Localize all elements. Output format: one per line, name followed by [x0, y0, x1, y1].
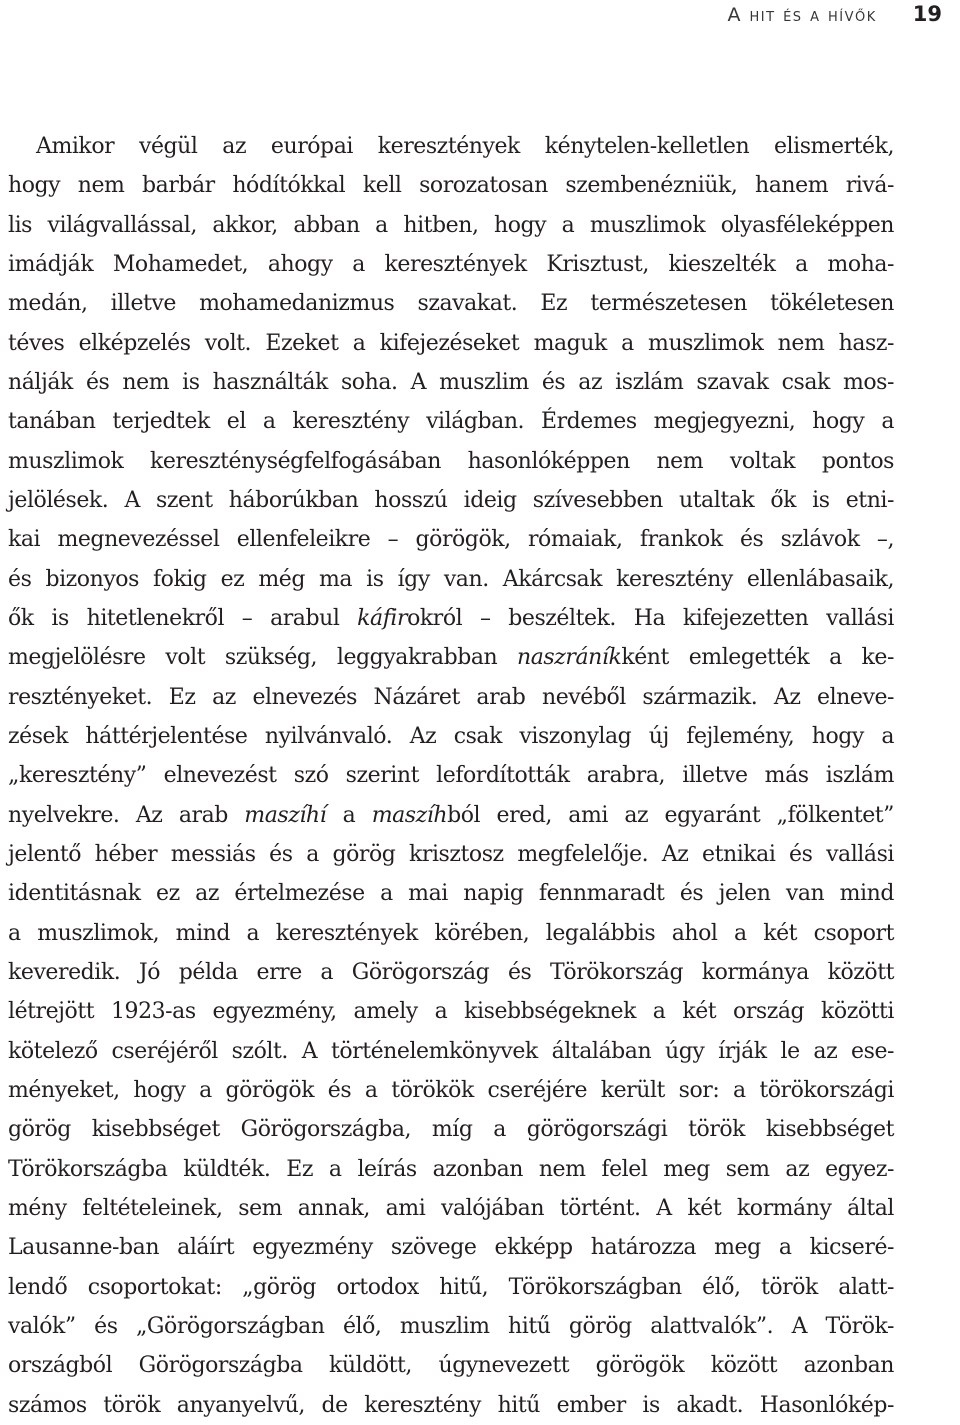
text-line: nyelvekre. Az arab maszíhí a maszíhból ered, ami az egyaránt „fölkentet” [8, 802, 894, 828]
text-line: „keresztény” elnevezést szó szerint lefordították arabra, illetve más iszlám [8, 763, 894, 789]
page-number: 19 [912, 2, 942, 26]
text-line: imádják Mohamedet, ahogy a keresztények Krisztust, kieszelték a moha- [8, 251, 894, 277]
text-line: országból Görögországba küldött, úgynevezett görögök között azonban [8, 1353, 894, 1379]
text-line: identitásnak ez az értelmezése a mai napig fennmaradt és jelen van mind [8, 881, 894, 907]
section-title: A hit és a hívők [727, 4, 877, 26]
text-line: a muszlimok, mind a keresztények körében, legalábbis ahol a két csoport [8, 920, 894, 946]
text-line: jelölések. A szent háborúkban hosszú ideig szívesebben utaltak ők is etni- [8, 487, 894, 513]
italic-term: maszíhí [244, 802, 327, 828]
text-line: muszlimok kereszténységfelfogásában hasonlóképpen nem voltak pontos [8, 448, 894, 474]
italic-term: naszráník [517, 645, 622, 671]
running-head [727, 2, 942, 30]
text-line: valók” és „Görögországban élő, muszlim hitű görög alattvalók”. A Török- [8, 1313, 894, 1339]
text-line: jelentő héber messiás és a görög krisztosz megfelelője. Az etnikai és vallási [8, 841, 894, 867]
text-line: ők is hitetlenekről – arabul káfirokról – beszéltek. Ha kifejezetten vallási [8, 605, 894, 631]
text-line: Lausanne-ban aláírt egyezmény szövege ekképp határozza meg a kicseré- [8, 1235, 894, 1261]
text-line: resztényeket. Ez az elnevezés Názáret arab nevéből származik. Az elneve- [8, 684, 894, 710]
text-line: kai megnevezéssel ellenfeleikre – görögök, rómaiak, frankok és szlávok –, [8, 527, 894, 553]
text-line: görög kisebbséget Görögországba, míg a görögországi török kisebbséget [8, 1117, 894, 1143]
text-line: tanában terjedtek el a keresztény világban. Érdemes megjegyezni, hogy a [8, 409, 894, 435]
text-line: számos török anyanyelvű, de keresztény hitű ember is akadt. Hasonlókép- [8, 1392, 894, 1418]
text-line: és bizonyos fokig ez még ma is így van. Akárcsak keresztény ellenlábasaik, [8, 566, 894, 592]
text-line: megjelölésre volt szükség, leggyakrabban naszráníkként emlegették a ke- [8, 645, 894, 671]
text-line: zések háttérjelentése nyilvánvaló. Az csak viszonylag új fejlemény, hogy a [8, 723, 894, 749]
text-line: Törökországba küldték. Ez a leírás azonban nem felel meg sem az egyez- [8, 1156, 894, 1182]
text-line: ményeket, hogy a görögök és a törökök cseréjére került sor: a törökországi [8, 1077, 894, 1103]
text-line: keveredik. Jó példa erre a Görögország és Törökország kormánya között [8, 959, 894, 985]
text-line: nálják és nem is használták soha. A muszlim és az iszlám szavak csak mos- [8, 369, 894, 395]
text-line: kötelező cseréjéről szólt. A történelemkönyvek általában úgy írják le az ese- [8, 1038, 894, 1064]
text-line: mény feltételeinek, sem annak, ami valójában történt. A két kormány által [8, 1195, 894, 1221]
text-line: lendő csoportokat: „görög ortodox hitű, Törökországban élő, török alatt- [8, 1274, 894, 1300]
text-line: medán, illetve mohamedanizmus szavakat. Ez természetesen tökéletesen [8, 291, 894, 317]
text-line: hogy nem barbár hódítókkal kell sorozatosan szembenézniük, hanem rivá- [8, 173, 894, 199]
italic-term: káfir [357, 605, 408, 631]
italic-term: maszíh [371, 802, 448, 828]
text-line: téves elképzelés volt. Ezeket a kifejezéseket maguk a muszlimok nem hasz- [8, 330, 894, 356]
text-line: Amikor végül az európai keresztények kénytelen-kelletlen elismerték, [36, 134, 894, 159]
text-line: létrejött 1923-as egyezmény, amely a kisebbségeknek a két ország közötti [8, 999, 894, 1025]
text-line: lis világvallással, akkor, abban a hitben, hogy a muszlimok olyasféleképpen [8, 212, 894, 238]
body-text [8, 127, 894, 1425]
